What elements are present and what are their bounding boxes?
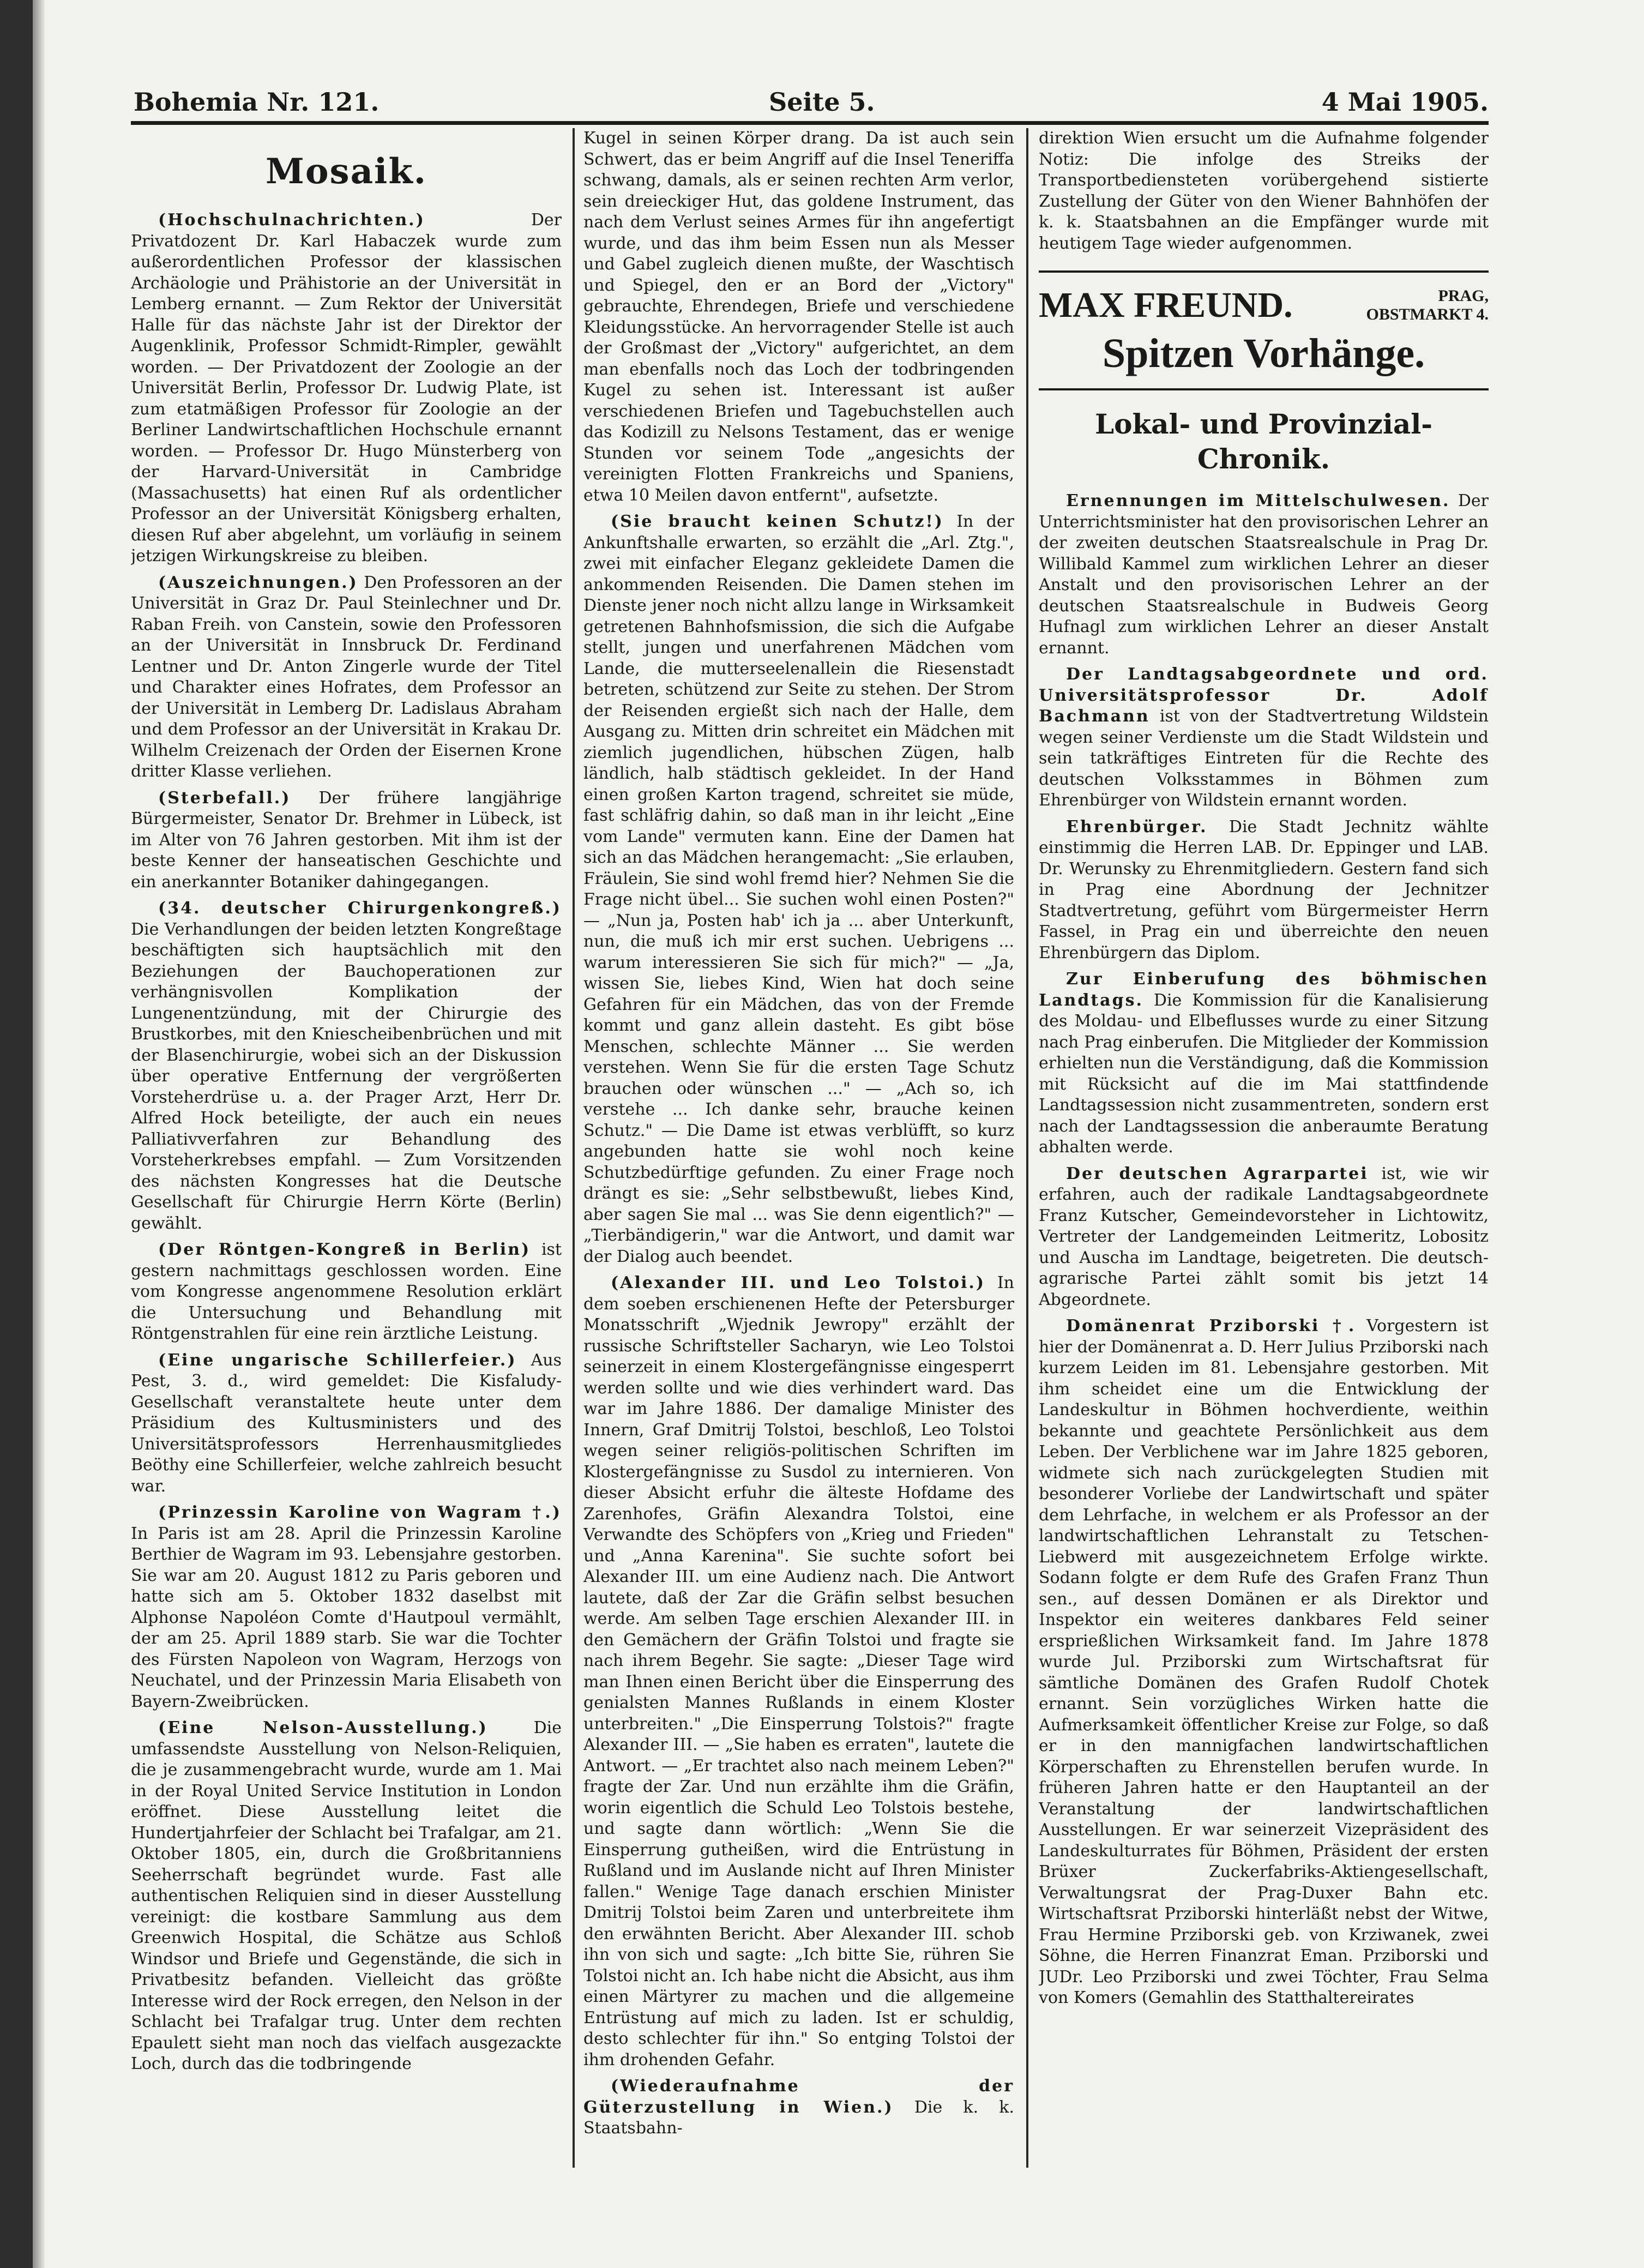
article-text: direktion Wien ersucht um die Aufnahme folgender Notiz: Die infolge des Streiks der Transportbediensteten vorübergehend sistierte Zustellung der Güter von den Wiener Bahnhöfen der k. k. Staatsbahnen an die Empfänger wurde mit heutigem Tage wieder aufgenommen. [1039, 129, 1489, 253]
article-text: In Paris ist am 28. April die Prinzessin Karoline Berthier de Wagram im 93. Lebensjahre gestorben. Sie war am 20. August 1812 zu Paris geboren und hatte sich am 5. Oktober 1832 daselbst mit Alphonse Napoléon Comte d'Hautpoul vermählt, der am 25. April 1889 starb. Sie war die Tochter des Fürsten Napoleon von Wagram, Herzogs von Neuchatel, und der Prinzessin Maria Elisabeth von Bayern-Zweibrücken. [131, 1524, 562, 1711]
article-heading: (Alexander III. und Leo Tolstoi.) [611, 1273, 986, 1292]
ad-address [1366, 287, 1489, 324]
article-heading: (Eine ungarische Schillerfeier.) [158, 1350, 517, 1370]
article-heading: (Auszeichnungen.) [158, 573, 358, 592]
article-heading: Ernennungen im Mittelschulwesen. [1066, 491, 1450, 510]
article-text: Vorgestern ist hier der Domänenrat a. D. Herr Julius Prziborski nach kurzem Leiden im 81. Lebensjahre gestorben. Mit ihm scheidet eine um die Entwicklung der Landeskultur in Böhmen hochverdiente, weithin bekannte und geachtete Persönlichkeit aus dem Leben. Der Verblichene war im Jahre 1825 geboren, widmete sich nach zurückgelegten Studien mit besonderer Vorliebe der Landwirtschaft und später dem Lehrfache, in welchem er als Professor an der landwirtschaftlichen Lehranstalt zu Tetschen-Liebwerd mit ausgezeichnetem Erfolge wirkte. Sodann folgte er dem Rufe des Grafen Franz Thun sen., auf dessen Domänen er als Direktor und Inspektor ein weiteres dankbares Feld seiner ersprießlichen Wirksamkeit fand. Im Jahre 1878 wurde Jul. Prziborski zum Wirtschaftsrat für sämtliche Domänen des Grafen Rudolf Chotek ernannt. Sein vorzügliches Wirken hatte die Aufmerksamkeit öffentlicher Kreise zur Folge, so daß er in den mannigfachen landwirtschaftlichen Körperschaften zu Ehrenstellen berufen wurde. In früheren Jahren hatte er den Hauptanteil an der Veranstaltung der landwirtschaftlichen Ausstellungen. Er war seinerzeit Vizepräsident des Landeskulturrates für Böhmen, Präsident der ersten Brüxer Zuckerfabriks-Aktiengesellschaft, Verwaltungsrat der Prag-Duxer Bahn etc. Wirtschaftsrat Prziborski hinterläßt nebst der Witwe, Frau Hermine Prziborski geb. von Krziwanek, zwei Söhne, die Herren Finanzrat Eman. Prziborski und JUDr. Leo Prziborski und zwei Töchter, Frau Selma von Komers (Gemahlin des Statthaltereirates [1039, 1316, 1489, 2007]
article-text: Die Kommission für die Kanalisierung des Moldau- und Elbeflusses wurde zu einer Sitzung nach Prag einberufen. Die Mitglieder der Kommission erhielten nun die Verständigung, daß die Kommission mit Rücksicht auf die im Mai stattfindende Landtagssession nicht zusammentreten, sondern erst nach der Landtagssession die anberaumte Beratung abhalten werde. [1039, 990, 1489, 1157]
article-text: Kugel in seinen Körper drang. Da ist auch sein Schwert, das er beim Angriff auf die Insel Teneriffa schwang, damals, als er seinen rechten Arm verlor, sein dreieckiger Hut, das goldene Instrument, das nach dem Verlust seines Armes für ihn angefertigt wurde, und das ihm beim Essen nun als Messer und Gabel zugleich dienen mußte, der Waschtisch und Spiegel, den er an Bord der „Victory" gebrauchte, Ehrendegen, Briefe und verschiedene Kleidungsstücke. An hervorragender Stelle ist auch der Großmast der „Victory" aufgerichtet, an dem man ebenfalls noch das Loch der todbringenden Kugel zu sehen ist. Interessant ist außer verschiedenen Briefen und Tagebuchstellen auch das Kodizill zu Nelsons Testament, das er wenige Stunden vor seinem Tode „angesichts der vereinigten Flotten Frankreichs und Spaniens, etwa 10 Meilen davon entfernt", aufsetzte. [583, 129, 1014, 505]
article-text: Der Unterrichtsminister hat den provisorischen Lehrer an der zweiten deutschen Staatsrealschule in Prag Dr. Willibald Kammel zum wirklichen Lehrer an dieser Anstalt und den provisorischen Lehrer an der deutschen Staatsrealschule in Budweis Georg Hufnagl zum wirklichen Lehrer an dieser Anstalt ernannt. [1039, 491, 1489, 658]
section-title-mosaik: Mosaik. [266, 151, 427, 192]
article-hochschulnachrichten [131, 210, 562, 567]
ad-address-street: OBSTMARKT 4. [1366, 305, 1489, 323]
article-heading: Ehrenbürger. [1066, 817, 1208, 837]
ad-company-name: MAX FREUND. [1039, 285, 1293, 325]
article-text: In der Ankunftshalle erwarten, so erzählt die „Arl. Ztg.", zwei mit einfacher Eleganz gekleidete Damen die ankommenden Reisenden. Die Damen stehen im Dienste jener noch nicht allzu lange in Wirksamkeit getretenen Bahnhofsmission, die sich die Aufgabe stellt, jungen und unerfahrenen Mädchen vom Lande, die mutterseelenallein die Riesenstadt betreten, schützend zur Seite zu stehen. Der Strom der Reisenden ergießt sich nach der Halle, dem Ausgang zu. Mitten drin schreitet ein Mädchen mit ziemlich jugendlichen, hübschen Zügen, halb ländlich, halb städtisch gekleidet. In der Hand einen großen Karton tragend, schreitet sie müde, fast schläfrig dahin, so daß man in ihr leicht „Eine vom Lande" vermuten kann. Eine der Damen hat sich an das Mädchen herangemacht: „Sie erlauben, Fräulein, Sie sind wohl fremd hier? Nehmen Sie die Frage nicht übel... Sie suchen wohl einen Posten?" — „Nun ja, Posten hab' ich ja ... aber Unterkunft, nun, die muß ich mir erst suchen. Uebrigens ... warum interessieren Sie sich für mich?" — „Ja, wissen Sie, liebes Kind, Wien hat doch seine Gefahren für ein Mädchen, das von der Fremde kommt und ganz allein dasteht. Es gibt böse Menschen, schlechte Männer ... Sie werden verstehen. Wenn Sie für die ersten Tage Schutz brauchen oder wünschen ..." — „Ach so, ich verstehe ... Ich danke sehr, brauche keinen Schutz." — Die Dame ist etwas verblüfft, so kurz angebunden hatte sie wohl noch keine Schutzbedürftige gefunden. Zu einer Frage noch drängt es sie: „Sehr selbstbewußt, liebes Kind, aber sagen Sie mal ... was Sie denn eigentlich?" — „Tierbändigerin," war die Antwort, und damit war der Dialog auch beendet. [583, 512, 1014, 1266]
ad-header [1039, 284, 1489, 327]
article-gueterzustellung-continued [1039, 128, 1489, 254]
section-title-lokal-chronik: Lokal- und Provinzial-Chronik. [1095, 408, 1432, 475]
column-rule-1 [573, 128, 575, 2168]
article-text: Aus Pest, 3. d., wird gemeldet: Die Kisfaludy-Gesellschaft veranstaltete heute unter dem Präsidium des Kultusministers und des Universitätsprofessors Herrenhausmitgliedes Beöthy eine Schillerfeier, welche zahlreich besucht war. [131, 1350, 562, 1496]
ad-tagline: Spitzen Vorhänge. [1102, 330, 1425, 376]
ad-address-city: PRAG, [1438, 287, 1489, 305]
article-ehrenbuerger [1039, 817, 1489, 964]
article-heading: (Sie braucht keinen Schutz!) [611, 512, 944, 531]
article-nelson-continued [583, 128, 1014, 506]
article-heading: (Hochschulnachrichten.) [158, 210, 425, 230]
article-heading: Der Landtagsabgeordnete und ord. Universitätsprofessor Dr. Adolf Bachmann [1039, 665, 1489, 726]
scan-edge-shadow [33, 0, 45, 2268]
article-gueterzustellung [583, 2076, 1014, 2139]
masthead [131, 76, 1489, 125]
masthead-rule [131, 121, 1489, 125]
article-landtag-einberufung [1039, 969, 1489, 1158]
column-rule-2 [1026, 128, 1028, 2168]
newspaper-page [131, 76, 1489, 2192]
column-2 [583, 128, 1014, 2168]
article-schillerfeier [131, 1350, 562, 1497]
article-sterbefall [131, 788, 562, 893]
article-text: Die k. k. Staatsbahn- [583, 2097, 1014, 2138]
article-heading: Zur Einberufung des böhmischen Landtags. [1039, 970, 1489, 1010]
article-chirurgenkongress [131, 898, 562, 1234]
article-text: Die umfassendste Ausstellung von Nelson-Reliquien, die je zusammengebracht wurde, wurde am 1. Mai in der Royal United Service Institution in London eröffnet. Diese Ausstellung leitet die Hundertjahrfeier der Schlacht bei Trafalgar, am 21. Oktober 1805, ein, durch die Großbritanniens Seeherrschaft begründet wurde. Fast alle authentischen Reliquien sind in dieser Ausstellung vereinigt: die kostbare Sammlung aus dem Greenwich Hospital, die Schätze aus Schloß Windsor und Briefe und Gegenstände, die sich in Privatbesitz befanden. Vielleicht das größte Interesse wird der Rock erregen, den Nelson in der Schlacht bei Trafalgar trug. Unter dem rechten Epaulett sieht man noch das vielfach ausgezackte Loch, durch das die todbringende [131, 1718, 562, 2073]
article-schutz [583, 512, 1014, 1267]
article-text: ist von der Stadtvertretung Wildstein wegen seiner Verdienste um die Stadt Wildstein und sein tatkräftiges Eintreten für die Rechte des deutschen Volksstammes in Böhmen zum Ehrenbürger von Wildstein ernannt worden. [1039, 707, 1489, 810]
article-heading: (Sterbefall.) [158, 788, 291, 808]
column-1 [131, 128, 562, 2168]
article-text: ist, wie wir erfahren, auch der radikale Landtagsabgeordnete Franz Kutscher, Gemeindevorsteher in Lichtowitz, Vertreter der Landgemeinden Leitmeritz, Lobositz und Auscha im Landtage, beigetreten. Die deutsch-agrarische Partei zählt somit bis jetzt 14 Abgeordnete. [1039, 1164, 1489, 1309]
article-heading: (Wiederaufnahme der Güterzustellung in Wien.) [583, 2077, 1014, 2117]
advertisement-max-freund [1039, 270, 1489, 390]
article-ernennungen [1039, 491, 1489, 659]
article-heading: (Der Röntgen-Kongreß in Berlin) [158, 1240, 531, 1259]
article-nelson-ausstellung [131, 1718, 562, 2075]
article-bachmann [1039, 664, 1489, 811]
article-prinzessin-wagram [131, 1502, 562, 1712]
article-roentgen-kongress [131, 1240, 562, 1345]
article-text: In dem soeben erschienenen Hefte der Petersburger Monatsschrift „Wjednik Jewropy" erzählt der russische Schriftsteller Sacharyn, wie Leo Tolstoi seinerzeit in einem Klostergefängnisse eingesperrt werden sollte und wie dies verhindert ward. Das war im Jahre 1886. Der damalige Minister des Innern, Graf Dmitrij Tolstoi, beschloß, Leo Tolstoi wegen seiner religiös-politischen Schriften im Klostergefängnisse zu Susdol zu internieren. Von dieser Absicht erfuhr die älteste Hofdame des Zarenhofes, Gräfin Alexandra Tolstoi, eine Verwandte des Schöpfers von „Krieg und Frieden" und „Anna Karenina". Sie suchte sofort bei Alexander III. um eine Audienz nach. Die Antwort lautete, daß der Zar die Gräfin selbst besuchen werde. Am selben Tage erschien Alexander III. in den Gemächern der Gräfin Tolstoi und fragte sie nach ihrem Begehr. Sie sagte: „Dieser Tage wird man Ihnen einen Bericht über die Einsperrung des genialsten Mannes Rußlands in einem Kloster unterbreiten." „Die Einsperrung Tolstois?" fragte Alexander III. — „Sie haben es erraten", lautete die Antwort. — „Er trachtet also nach meinem Leben?" fragte der Zar. Und nun erzählte ihm die Gräfin, worin eigentlich die Schuld Leo Tolstois bestehe, und sagte dann wörtlich: „Wenn Sie die Einsperrung gutheißen, wird die Entrüstung in Rußland und im Auslande nicht auf Ihren Minister fallen." Wenige Tage danach erschien Minister Dmitrij Tolstoi beim Zaren und unterbreitete ihm den erwähnten Bericht. Aber Alexander III. schob ihn von sich und sagte: „Ich bitte Sie, rühren Sie Tolstoi nicht an. Ich habe nicht die Absicht, aus ihm einen Märtyrer zu machen und die allgemeine Entrüstung auf mich zu laden. Ist er schuldig, desto schlechter für ihn." So entging Tolstoi der ihm drohenden Gefahr. [583, 1273, 1014, 2070]
article-text: ist gestern nachmittags geschlossen worden. Eine vom Kongresse angenommene Resolution erklärt die Untersuchung und Behandlung mit Röntgenstrahlen für eine rein ärztliche Leistung. [131, 1240, 562, 1343]
column-3 [1039, 128, 1489, 2168]
article-heading: (Prinzessin Karoline von Wagram †.) [158, 1503, 562, 1522]
masthead-page-number: Seite 5. [769, 87, 875, 117]
article-text: Der frühere langjährige Bürgermeister, Senator Dr. Brehmer in Lübeck, ist im Alter von 76 Jahren gestorben. Mit ihm ist der beste Kenner der hanseatischen Geschichte und ein anerkannter Botaniker dahingegangen. [131, 788, 562, 892]
article-text: Die Verhandlungen der beiden letzten Kongreßtage beschäftigten sich hauptsächlich mit den Beziehungen der Bauchoperationen zur verhängnisvollen Komplikation der Lungenentzündung, mit der Chirurgie des Brustkorbes, mit den Kniescheibenbrüchen und mit der Blasenchirurgie, wobei sich an der Diskussion über operative Entfernung der vergrößerten Vorsteherdrüse u. a. der Prager Arzt, Herr Dr. Alfred Hock beteiligte, der auch ein neues Palliativverfahren zur Behandlung des Vorsteherkrebses empfahl. — Zum Vorsitzenden des nächsten Kongresses hat die Deutsche Gesellschaft für Chirurgie Herrn Körte (Berlin) gewählt. [131, 919, 562, 1233]
article-alexander-tolstoi [583, 1273, 1014, 2071]
article-text: Den Professoren an der Universität in Graz Dr. Paul Steinlechner und Dr. Raban Freih. von Canstein, sowie den Professoren an der Universität in Innsbruck Dr. Ferdinand Lentner und Dr. Anton Zingerle wurde der Titel und Charakter eines Hofrates, dem Professor an der Universität in Lemberg Dr. Ladislaus Abraham und dem Professor an der Universität in Krakau Dr. Wilhelm Creizenach der Orden der Eisernen Krone dritter Klasse verliehen. [131, 573, 562, 781]
article-text: Der Privatdozent Dr. Karl Habaczek wurde zum außerordentlichen Professor der klassischen Archäologie und Prähistorie an der Universität in Lemberg ernannt. — Zum Rektor der Universität Halle für das nächste Jahr ist der Direktor der Augenklinik, Professor Schmidt-Rimpler, gewählt worden. — Der Privatdozent der Zoologie an der Universität Berlin, Professor Dr. Ludwig Plate, ist zum etatmäßigen Professor für Zoologie an der Berliner Landwirtschaftlichen Hochschule ernannt worden. — Professor Dr. Hugo Münsterberg von der Harvard-Universität in Cambridge (Massachusetts) hat einen Ruf als ordentlicher Professor an der Universität Königsberg erhalten, diesen Ruf aber abgelehnt, um vorläufig in seinem jetzigen Wirkungskreise zu bleiben. [131, 210, 562, 566]
masthead-date: 4 Mai 1905. [1321, 87, 1489, 117]
article-auszeichnungen [131, 573, 562, 783]
article-heading: (34. deutscher Chirurgenkongreß.) [158, 899, 562, 918]
article-agrarpartei [1039, 1164, 1489, 1311]
article-heading: (Eine Nelson-Ausstellung.) [158, 1718, 488, 1737]
article-prziborski [1039, 1316, 1489, 2009]
article-text: Die Stadt Jechnitz wählte einstimmig die Herren LAB. Dr. Eppinger und LAB. Dr. Werunsky zu Ehrenmitgliedern. Gestern fand sich in Prag eine Abordnung der Jechnitzer Stadtvertretung, geführt vom Bürgermeister Herrn Fassel, in Prag ein und überreichte den neuen Ehrenbürgern das Diplom. [1039, 817, 1489, 962]
scan-edge-dark [0, 0, 33, 2268]
masthead-publication: Bohemia Nr. 121. [134, 87, 380, 117]
article-heading: Der deutschen Agrarpartei [1066, 1164, 1369, 1183]
article-heading: Domänenrat Prziborski †. [1066, 1316, 1356, 1335]
